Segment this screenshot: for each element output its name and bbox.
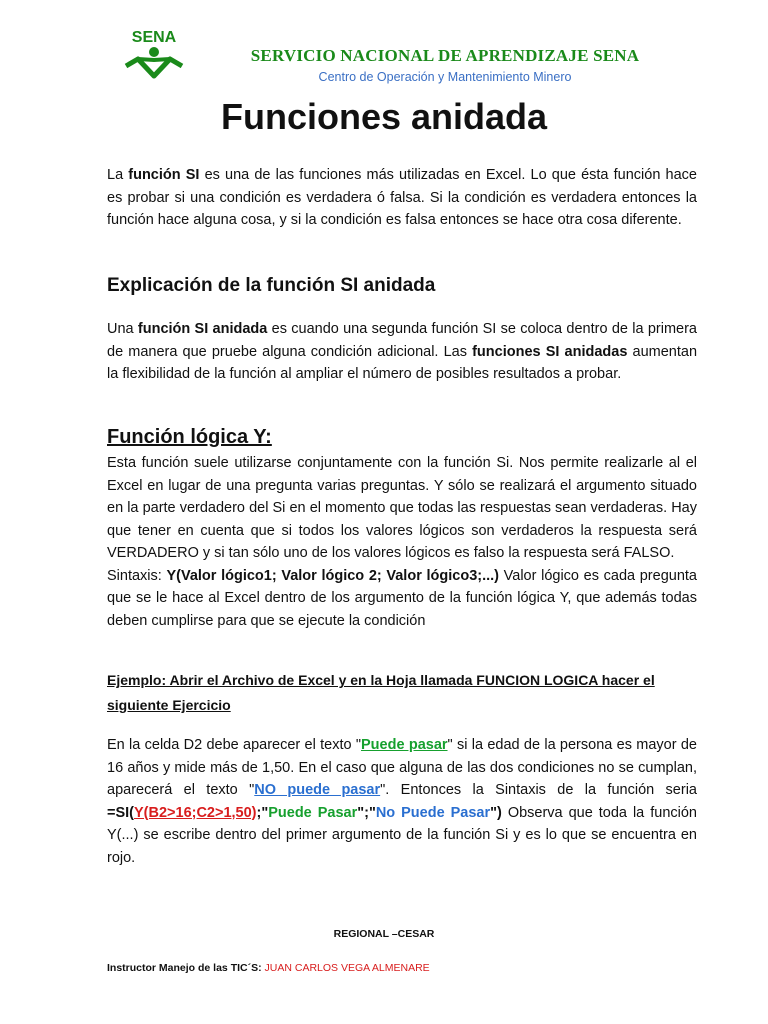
- puede-pasar-text: Puede pasar: [361, 737, 448, 753]
- intro-paragraph: La función SI es una de las funciones más utilizadas en Excel. Lo que ésta función hace es probar si una condición es verdadera ó falsa. Si la condición es verdadera entonces la función hace alguna cosa, y si la condición es falsa entonces se hace otra cosa diferente.: [107, 167, 697, 228]
- section-heading-funcion-y: Función lógica Y:: [107, 426, 272, 448]
- formula-y-part: Y(B2>16;C2>1,50): [134, 804, 257, 821]
- sena-logo: [118, 26, 190, 84]
- sena-logo-text: SENA: [131, 29, 177, 46]
- page-title: Funciones anidada: [220, 96, 548, 137]
- org-title: SERVICIO NACIONAL DE APRENDIZAJE SENA: [250, 46, 640, 65]
- footer-instructor: Instructor Manejo de las TIC´S: JUAN CARLOS VEGA ALMENARE: [107, 962, 430, 974]
- no-puede-pasar-text: NO puede pasar: [254, 782, 381, 798]
- footer-regional: REGIONAL –CESAR: [333, 928, 435, 940]
- instructor-name: JUAN CARLOS VEGA ALMENARE: [264, 962, 430, 974]
- example-heading: Ejemplo: Abrir el Archivo de Excel y en la Hoja llamada FUNCION LOGICA hacer el siguiente Ejercicio: [107, 672, 655, 713]
- formula-start: =SI(: [107, 804, 134, 821]
- funcion-y-paragraph: Esta función suele utilizarse conjuntamente con la función Si. Nos permite realizarle al el Excel en lugar de una pregunta varias preguntas. Y sólo se realizará el argumento situado en la parte verdadero del Si en el momento que todas las respuestas sean verdaderas. Hay que tener en cuenta que si todos los valores lógicos son verdaderos la respuesta será VERDADERO y si tan sólo uno de los valores lógicos es falso la respuesta será FALSO. Sintaxis: Y(Valor lógico1; Valor lógico 2; Valor lógico3;...) Valor lógico es cada pregunta que se le hace al Excel dentro de los argumento de la función lógica Y, que además todas deben cumplirse para que se ejecute la condición: [107, 455, 697, 629]
- example-paragraph: En la celda D2 debe aparecer el texto "Puede pasar" si la edad de la persona es mayor de 16 años y mide más de 1,50. En el caso que alguna de las dos condiciones no se cumplan, aparecerá el texto "NO puede pasar". Entonces la Sintaxis de la función seria =SI(Y(B2>16;C2>1,50);"Puede Pasar";"No Puede Pasar") Observa que toda la función Y(...) se escribe dentro del primer argumento de la función Si y es lo que se encuentra en rojo.: [107, 737, 697, 866]
- section-heading-si-anidada: Explicación de la función SI anidada: [107, 275, 436, 296]
- si-anidada-paragraph: Una función SI anidada es cuando una segunda función SI se coloca dentro de la primera de manera que pruebe alguna condición adicional. Las funciones SI anidadas aumentan la flexibilidad de la función al ampliar el número de posibles resultados a probar.: [107, 321, 698, 382]
- org-subtitle: Centro de Operación y Mantenimiento Minero: [318, 70, 572, 84]
